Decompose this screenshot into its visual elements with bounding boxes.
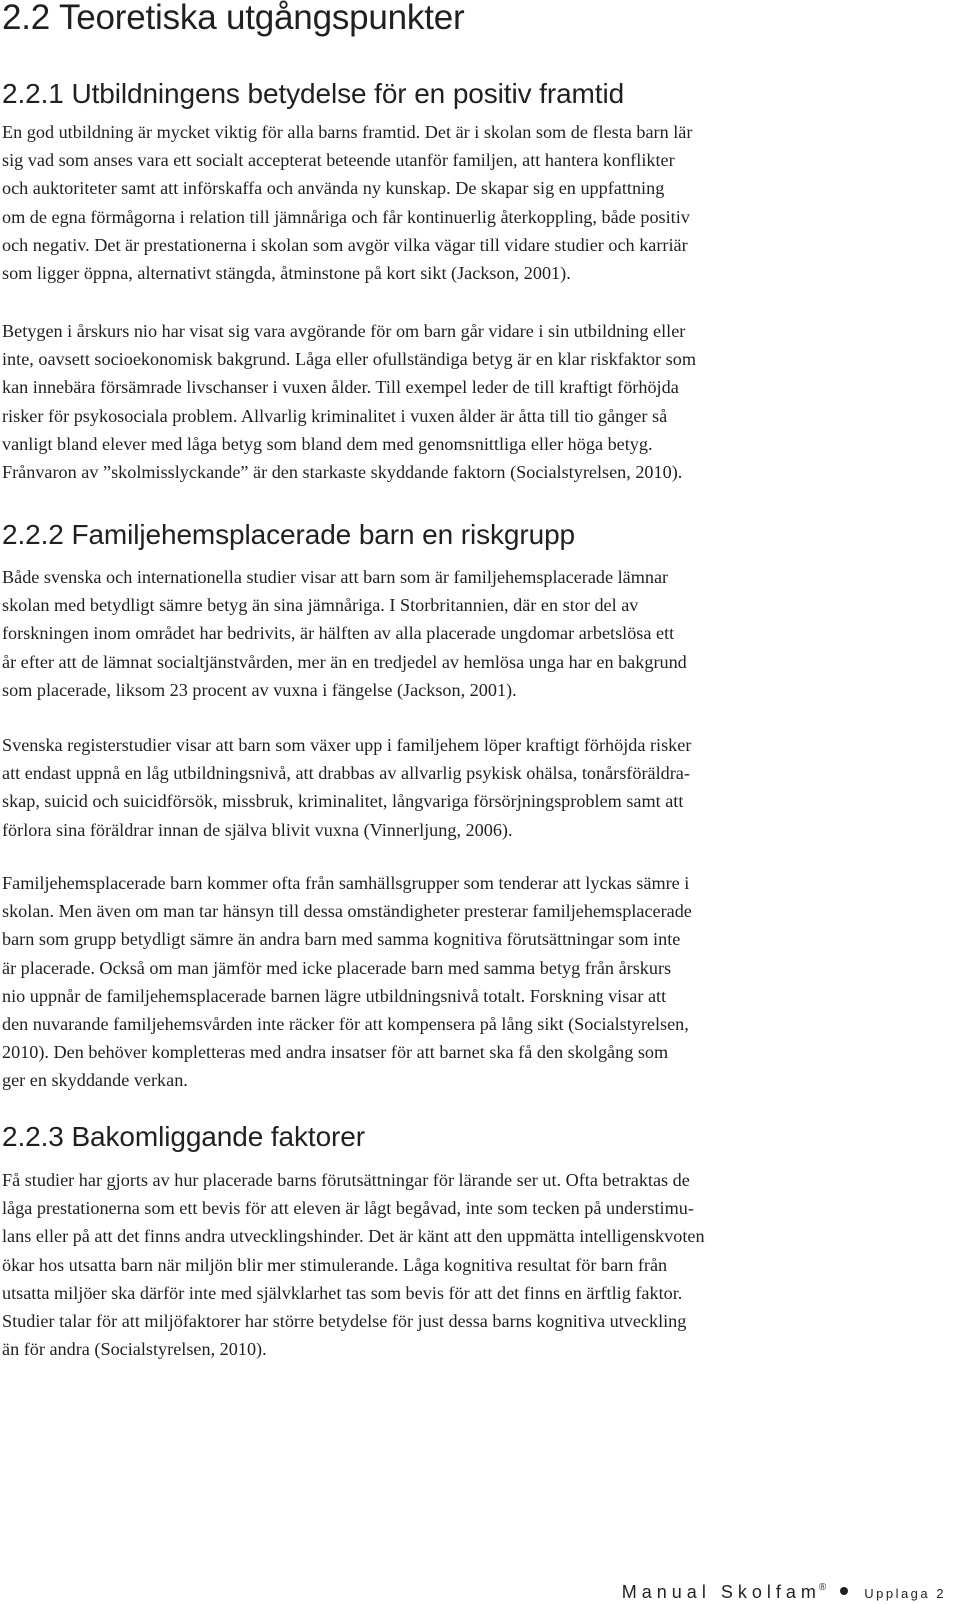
subsection-heading-2-2-2: 2.2.2 Familjehemsplacerade barn en riskgrupp [2, 519, 576, 550]
text-line: kan innebära försämrade livschanser i vuxen ålder. Till exempel leder de till kraftigt förhöjda [2, 377, 679, 398]
paragraph [2, 731, 872, 844]
page-footer [622, 1582, 946, 1604]
text-line: Familjehemsplacerade barn kommer ofta från samhällsgrupper som tenderar att lyckas sämre i [2, 873, 690, 893]
text-line: den nuvarande familjehemsvården inte räcker för att kompensera på lång sikt (Socialstyrelsen, [2, 1014, 689, 1035]
text-line: om de egna förmågorna i relation till jämnåriga och får kontinuerlig återkoppling, både positiv [2, 206, 690, 227]
text-line: förlora sina föräldrar innan de själva blivit vuxna (Vinnerljung, 2006). [2, 819, 513, 840]
footer-title: Manual Skolfam [621, 1582, 821, 1602]
subsection-heading-2-2-1: 2.2.1 Utbildningens betydelse för en positiv framtid [2, 78, 625, 109]
text-line: som ligger öppna, alternativt stängda, åtminstone på kort sikt (Jackson, 2001). [2, 263, 571, 284]
text-line: låga prestationerna som ett bevis för att eleven är lågt begåvad, inte som tecken på understimu- [2, 1198, 694, 1219]
paragraph [2, 317, 872, 486]
paragraph [2, 118, 872, 287]
text-line: Svenska registerstudier visar att barn som växer upp i familjehem löper kraftigt förhöjda risker [2, 735, 692, 755]
text-line: än för andra (Socialstyrelsen, 2010). [2, 1339, 267, 1360]
text-line: Få studier har gjorts av hur placerade barns förutsättningar för lärande ser ut. Ofta betraktas de [2, 1170, 690, 1190]
text-line: är placerade. Också om man jämför med icke placerade barn med samma betyg från årskurs [2, 957, 672, 978]
text-line: lans eller på att det finns andra utvecklingshinder. Det är känt att den uppmätta intelligenskvoten [2, 1226, 705, 1247]
text-line: utsatta miljöer ska därför inte med självklarhet tas som bevis för att det finns en ärftlig faktor. [2, 1282, 683, 1303]
text-line: vanligt bland elever med låga betyg som bland dem med genomsnittliga eller höga betyg. [2, 433, 653, 454]
text-line: sig vad som anses vara ett socialt accepterat beteende utanför familjen, att hantera konflikter [2, 150, 675, 171]
text-line: år efter att de lämnat socialtjänstvården, mer än en tredjedel av hemlösa unga har en bakgrund [2, 651, 687, 672]
text-line: ökar hos utsatta barn när miljön blir mer stimulerande. Låga kognitiva resultat för barn från [2, 1254, 668, 1275]
text-line: som placerade, liksom 23 procent av vuxna i fängelse (Jackson, 2001). [2, 679, 517, 700]
text-line: nio uppnår de familjehemsplacerade barnen lägre utbildningsnivå totalt. Forskning visar att [2, 985, 667, 1006]
text-line: En god utbildning är mycket viktig för alla barns framtid. Det är i skolan som de flesta barn lär [2, 122, 693, 142]
text-line: risker för psykosociala problem. Allvarlig kriminalitet i vuxen ålder är åtta till tio gånger så [2, 405, 668, 426]
text-line: forskningen inom området har bedrivits, är hälften av alla placerade ungdomar arbetslösa ett [2, 623, 675, 644]
text-line: Både svenska och internationella studier visar att barn som är familjehemsplacerade lämnar [2, 567, 669, 587]
text-line: att endast uppnå en låg utbildningsnivå, att drabbas av allvarlig psykisk ohälsa, tonårsföräldra- [2, 763, 690, 784]
bullet-dot-icon [840, 1587, 848, 1595]
paragraph [2, 1166, 872, 1363]
paragraph [2, 869, 872, 1095]
text-line: Betygen i årskurs nio har visat sig vara avgörande för om barn går vidare i sin utbildning eller [2, 321, 686, 341]
subsection-heading-2-2-3: 2.2.3 Bakomliggande faktorer [2, 1121, 365, 1152]
text-line: Studier talar för att miljöfaktorer har större betydelse för just dessa barns kognitiva utveckling [2, 1311, 687, 1332]
section-heading: 2.2 Teoretiska utgångspunkter [2, 0, 465, 37]
footer-edition: Upplaga 2 [864, 1586, 946, 1601]
text-line: skolan. Men även om man tar hänsyn till dessa omständigheter presterar familjehemsplacerade [2, 901, 692, 922]
text-line: inte, oavsett socioekonomisk bakgrund. Låga eller ofullständiga betyg är en klar riskfaktor som [2, 349, 696, 370]
text-line: ger en skyddande verkan. [2, 1070, 188, 1091]
text-line: skolan med betydligt sämre betyg än sina jämnåriga. I Storbritannien, där en stor del av [2, 595, 639, 616]
text-line: och negativ. Det är prestationerna i skolan som avgör vilka vägar till vidare studier och karriär [2, 234, 688, 255]
text-line: barn som grupp betydligt sämre än andra barn med samma kognitiva förutsättningar som inte [2, 929, 681, 950]
text-line: skap, suicid och suicidförsök, missbruk, kriminalitet, långvariga försörjningsproblem samt att [2, 791, 684, 812]
text-line: Frånvaron av ”skolmisslyckande” är den starkaste skyddande faktorn (Socialstyrelsen, 2010). [2, 462, 683, 483]
text-line: 2010). Den behöver kompletteras med andra insatser för att barnet ska få den skolgång som [2, 1042, 669, 1063]
registered-mark: ® [818, 1582, 827, 1593]
paragraph [2, 563, 872, 704]
text-line: och auktoriteter samt att införskaffa och använda ny kunskap. De skapar sig en uppfattning [2, 178, 665, 199]
